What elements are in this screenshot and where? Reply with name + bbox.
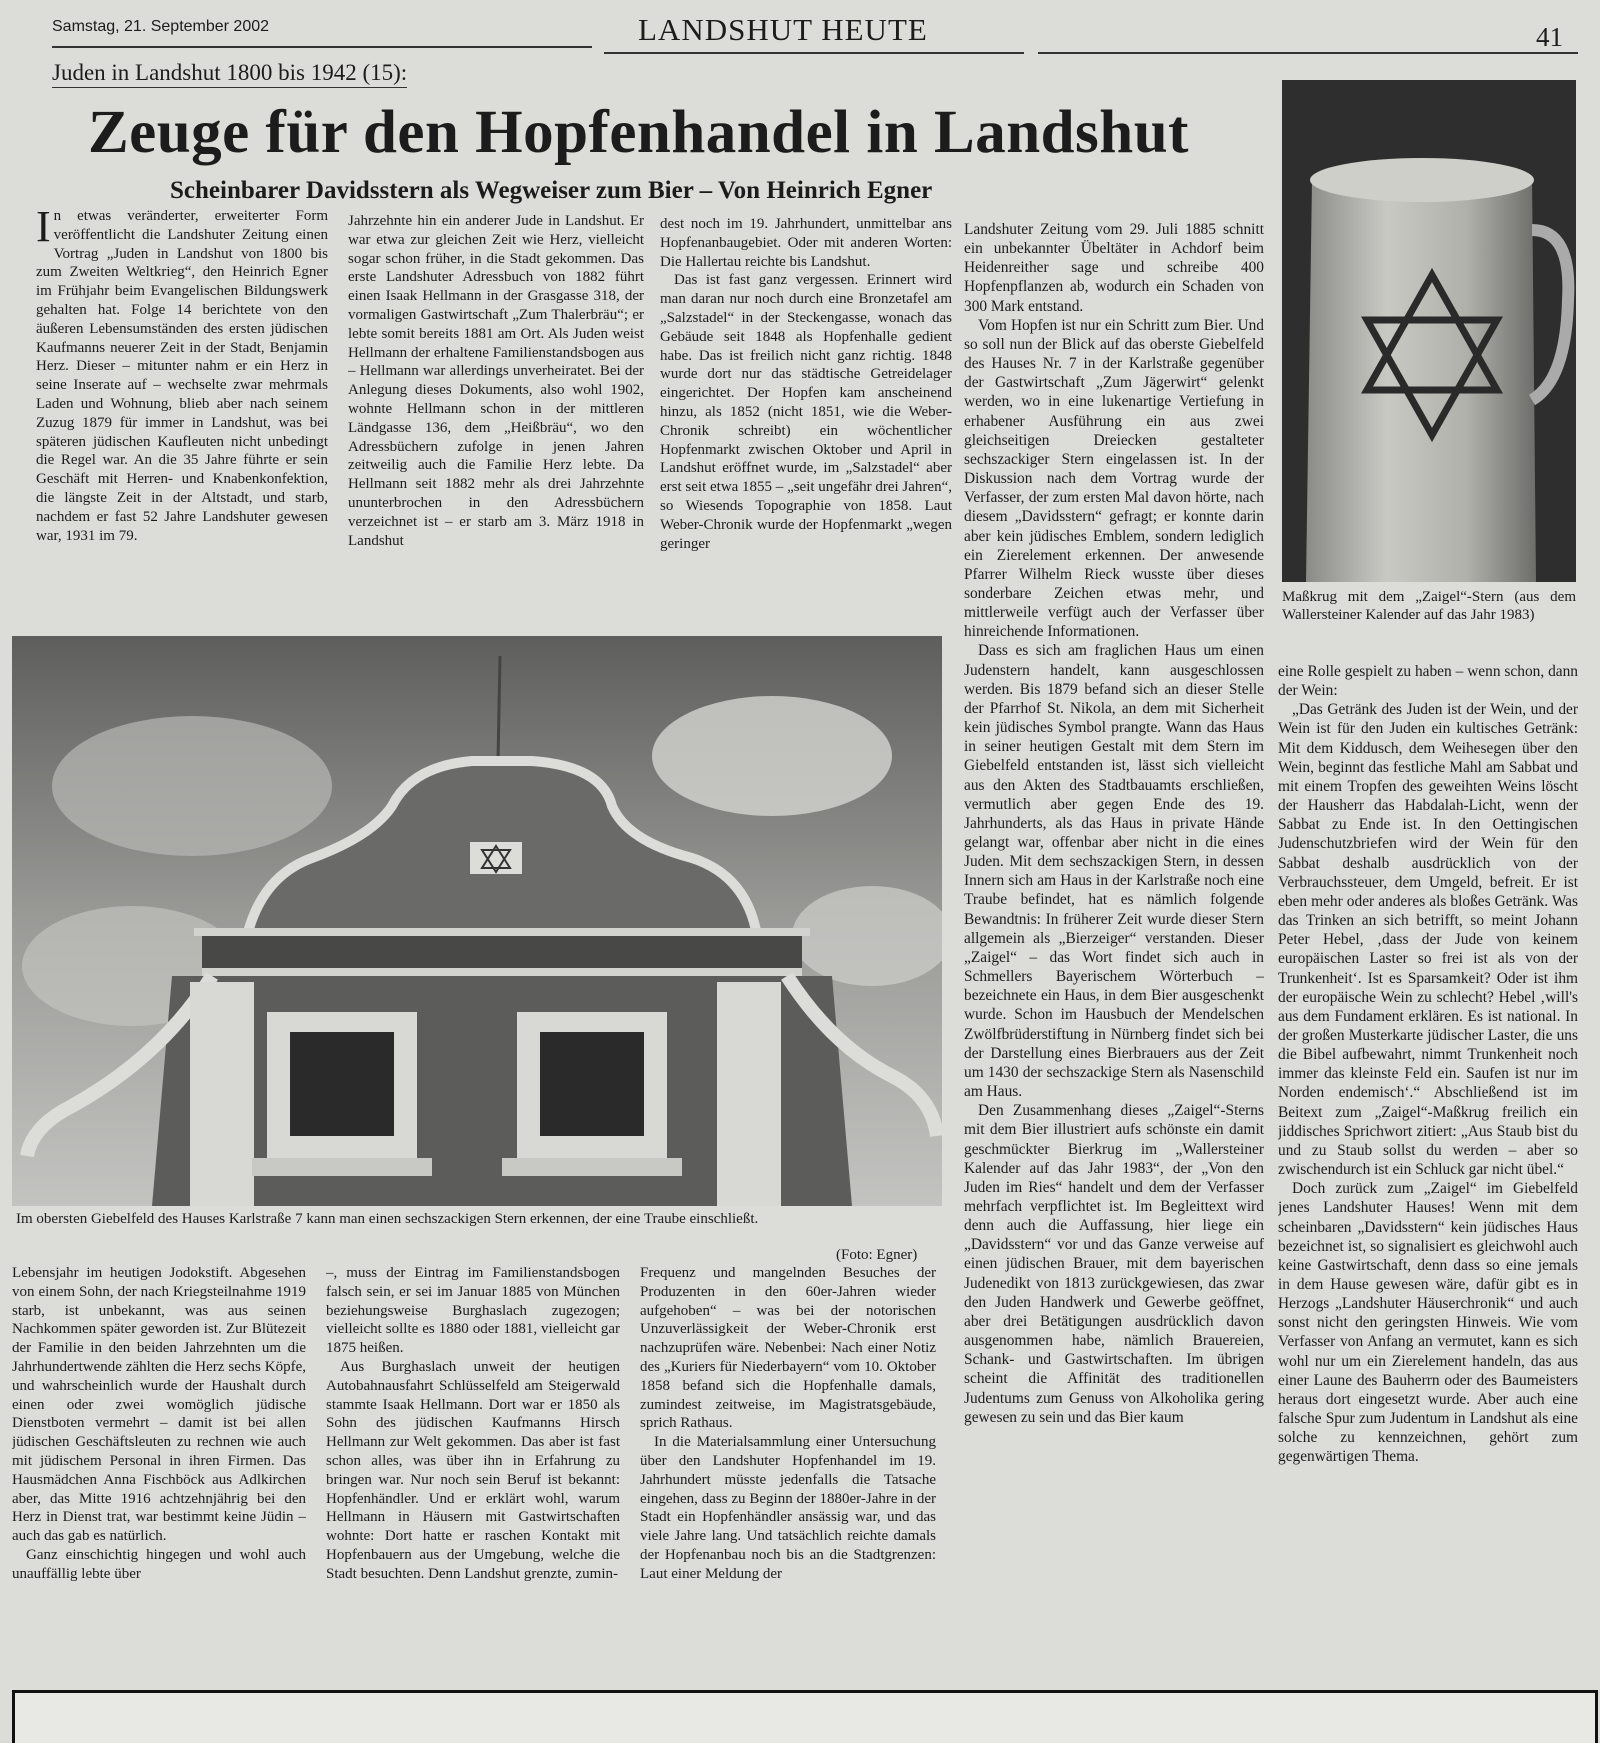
- paragraph: In die Materialsammlung einer Untersuchung über den Landshuter Hopfenhandel im 19. Jahrhundert müsste jedenfalls die Tatsache eingehen, dass zu Beginn der 1880er-Jahre in der Stadt ein Hopfenhändler ansässig war, und das viele Jahre lang. Und tatsächlich reichte damals der Hopfenanbau noch bis an die Stadtgrenzen: Laut einer Meldung der: [640, 1434, 936, 1582]
- text-column-2: [348, 212, 644, 624]
- paragraph: –, muss der Eintrag im Familienstandsbogen falsch sein, er sei im Januar 1885 von München beziehungsweise Burghaslach zugezogen; vielleicht sollte es 1880 oder 1881, vielleicht gar 1875 heißen.: [326, 1265, 620, 1357]
- beer-mug-illustration: [1282, 80, 1576, 582]
- paragraph: Landshuter Zeitung vom 29. Juli 1885 schnitt ein unbekannter Übeltäter in Achdorf beim Heidenreither sage und schreibe 400 Hopfenpflanzen ab, wodurch ein Schaden von 300 Mark entstand.: [964, 221, 1264, 315]
- beer-mug-photo: [1282, 80, 1576, 582]
- issue-date: Samstag, 21. September 2002: [52, 18, 270, 35]
- text-column-7: [326, 1264, 620, 1668]
- text-column-6: [12, 1264, 306, 1664]
- paragraph: Frequenz und mangelnden Besuches der Produzenten in den 60er-Jahren wieder aufgehoben“ – was bei der notorischen Unzuverlässigkeit der Weber-Chronik erst nachzuprüfen wäre. Nebenbei: Nach einer Notiz des „Kuriers für Niederbayern“ vom 10. Oktober 1858 befand sich die Hopfenhalle damals, zumindest zeitweise, im Magistratsgebäude, sprich Rathaus.: [640, 1265, 936, 1432]
- paragraph: Vom Hopfen ist nur ein Schritt zum Bier. Und so soll nun der Blick auf das oberste Giebelfeld des Hauses Nr. 7 in der Karlstraße gegenüber der Gastwirtschaft „Zum Jägerwirt“ gelenkt werden, wo in eine lukenartige Vertiefung in erhabener Ausführung ein aus zwei gleichseitigen Dreiecken gestalteter sechszackiger Stern eingelassen ist. In der Diskussion nach dem Vortrag wurde der Verfasser, der zum ersten Mal davon hörte, nach diesem „Davidsstern“ gefragt; er konnte darin aber kein jüdisches Emblem, sondern lediglich ein Zierelement erkennen. Der anwesende Pfarrer Wilhelm Rieck wusste über dieses sonderbare Zeichen etwas mehr, und mittlerweile verfügt auch der Verfasser über hinreichende Informationen.: [964, 316, 1264, 641]
- paragraph: Ganz einschichtig hingegen und wohl auch unauffällig lebte über: [12, 1546, 306, 1582]
- paragraph: n etwas veränderter, erweiterter Form veröffentlicht die Landshuter Zeitung einen Vortrag „Juden in Landshut von 1800 bis zum Zweiten Weltkrieg“, den Heinrich Egner im Frühjahr beim Evangelischen Bildungswerk gehalten hat. Folge 14 berichtete von den äußeren Lebensumständen des ersten jüdischen Kaufmanns neuerer Zeit in der Stadt, Benjamin Herz. Dieser – mitunter nahm er ein Herz in seine Inserate auf – wechselte zwar mehrmals Laden und Wohnung, blieb aber nach seinem Zuzug 1879 für immer in Landshut, was bei späteren jüdischen Kaufleuten nicht unbedingt die Regel war. An die 35 Jahre führte er sein Geschäft mit Herren- und Knabenkonfektion, die längste Zeit in der Altstadt, und starb, nachdem er fast 52 Jahre Landshuter gewesen war, 1931 im 79.: [36, 208, 328, 544]
- paragraph: Lebensjahr im heutigen Jodokstift. Abgesehen von einem Sohn, der nach Kriegsteilnahme 1919 starb, ist unbekannt, was aus seinen Nachkommen später geworden ist. Zur Blütezeit der Familie in den beiden Jahrzehnten um die Jahrhundertwende zählten die Herz sechs Köpfe, und wahrscheinlich wurde der Haushalt durch einen oder zwei womöglich jüdische Dienstboten vermehrt – damit ist bei allen jüdischen Geschäftsleuten zu rechnen wie auch mit jüdischem Personal in ihren Firmen. Das Hausmädchen Anna Fischböck aus Adlkirchen aber, das Mitte 1916 achtzehnjährig bei den Herz in Dienst trat, war bestimmt keine Jüdin – auch das gab es natürlich.: [12, 1265, 306, 1545]
- paragraph: Doch zurück zum „Zaigel“ im Giebelfeld jenes Landshuter Hauses! Wenn mit dem scheinbaren „Davidsstern“ kein jüdisches Haus bezeichnet ist, so signalisiert es gleichwohl auch keine Gastwirtschaft, denn dass so eine jemals in dem Hause gewesen wäre, dafür gibt es in Herzogs „Landshuter Häuserchronik“ und auch sonst nicht den geringsten Hinweis. Wie vom Verfasser von Anfang an vermutet, kann es sich wohl nur um ein Zierelement handeln, das aus einer Laune des Bauherrn oder des Baumeisters heraus dort eingesetzt wurde. Aber auch eine falsche Spur zum Judentum in Landshut als eine solche zu kennzeichnen, gehört zum gegenwärtigen Thema.: [1278, 1180, 1578, 1466]
- house-gable-photo: [12, 636, 942, 1206]
- gable-illustration: [12, 636, 942, 1206]
- text-column-1: [36, 207, 328, 617]
- series-label: Juden in Landshut 1800 bis 1942 (15):: [52, 60, 407, 88]
- text-column-3: [660, 215, 952, 625]
- paragraph: Den Zusammenhang dieses „Zaigel“-Sterns mit dem Bier illustriert aufs schönste ein damit geschmückter Bierkrug im „Wallersteiner Kalender auf das Jahr 1983“, der „Von den Juden im Ries“ handelt und dem der Verfasser mehrfach verpflichtet ist. Im Begleittext wird denn auch die Auffassung, hier liege ein „Davidsstern“ vor und das Ganze verweise auf einen jüdischen Brauer, mit dem bayerischen Judenedikt von 1813 zurückgewiesen, das zwar den Juden Handwerk und Gewerbe geöffnet, aber drei Betätigungen ausdrücklich davon ausgenommen habe, nämlich Brauereien, Schank- und Gastwirtschaften. Im übrigen scheint die Affinität des traditionellen Judentums zum Genuss von Alkoholika gering gewesen zu sein und das Bier kaum: [964, 1102, 1264, 1426]
- paragraph: Dass es sich am fraglichen Haus um einen Judenstern handelt, kann ausgeschlossen werden. Bis 1879 befand sich an dieser Stelle der Pfarrhof St. Nikola, an dem mit Sicherheit kein jüdisches Symbol prangte. Wann das Haus in seiner heutigen Gestalt mit dem Stern im Giebelfeld entstanden ist, lässt sich vielleicht aus den Akten des Stadtbauamts erschließen, vermutlich aber gegen Ende des 19. Jahrhunderts, als das Haus in private Hände gelangt war, offenbar aber nicht in die eines Juden. Mit dem sechszackigen Stern, in dessen Innern sich am Haus in der Karlstraße noch eine Traube befindet, hat es nämlich folgende Bewandtnis: In früherer Zeit wurde dieser Stern allgemein als „Bierzeiger“ verstanden. Dieser „Zaigel“ – das Wort findet sich auch in Schmellers Bayerischem Wörterbuch – bezeichnete ein Haus, in dem Bier ausgeschenkt wurde. Schon im Hausbuch der Mendelschen Zwölfbrüderstiftung in Nürnberg findet sich bei der Darstellung eines Bierbrauers aus der Zeit um 1430 der sechszackige Stern als Nasenschild am Haus.: [964, 642, 1264, 1101]
- text-column-5: [1278, 662, 1578, 1690]
- paragraph: Aus Burghaslach unweit der heutigen Autobahnausfahrt Schlüsselfeld am Steigerwald stammte Isaak Hellmann. Dort war er 1850 als Sohn des jüdischen Kaufmanns Hirsch Hellmann zur Welt gekommen. Das aber ist fast schon alles, was über ihn in Erfahrung zu bringen war. Nur noch sein Beruf ist bekannt: Hopfenhändler. Und er erklärt wohl, warum Hellmann in Häusern mit Gastwirtschaften wohnte: Dort hatte er raschen Kontakt mit Hopfenbauern aus der Umgebung, welche die Stadt besuchten. Denn Landshut grenzte, zumin-: [326, 1358, 620, 1582]
- text-column-4: [964, 220, 1264, 1688]
- page-number: 41: [1536, 22, 1563, 52]
- advertisement-strip: [12, 1690, 1598, 1743]
- paragraph: „Das Getränk des Juden ist der Wein, und der Wein ist für den Juden ein kultisches Getränk: Mit dem Kiddusch, dem Weihesegen über den Wein, beginnt das festliche Mahl am Sabbat und mit einem Tropfen des geweihten Weins löscht der Hausherr das Habdalah-Licht, wenn der Sabbat zu Ende ist. In den Oettingischen Judenschutzbriefen wird der Wein für den Sabbat deshalb ausdrücklich von der Verbrauchssteuer, dem Umgeld, befreit. Er ist eben mehr oder anderes als bloßes Getränk. Was das Trinken an sich betrifft, so meint Johann Peter Hebel, ‚dass der Jude von keinem europäischen Laster so frei ist als von der Trunkenheit‘. Ist es Sparsamkeit? Oder ist ihm der europäische Wein zu schlecht? Hebel ‚will's aus dem Fundament erklären. Es ist national. In der großen Musterkarte jüdischer Laster, die uns die Bibel aufbewahrt, nimmt Trunkenheit noch immer das kleinste Feld ein. Saufen ist nur im Norden endemisch‘.“ Abschließend ist im Beitext zum „Zaigel“-Maßkrug freilich ein jiddisches Sprichwort zitiert: „Aus Staub bist du und zu Staub sollst du werden – aber so zwischendurch ist ein Schluck gar nicht übel.“: [1278, 701, 1578, 1179]
- paragraph: dest noch im 19. Jahrhundert, unmittelbar ans Hopfenanbaugebiet. Oder mit anderen Worten: Die Hallertau reichte bis Landshut.: [660, 216, 952, 270]
- drop-cap: I: [36, 207, 51, 251]
- section-title: LANDSHUT HEUTE: [638, 12, 928, 47]
- header-rule-left: [52, 46, 592, 48]
- paragraph: eine Rolle gespielt zu haben – wenn schon, dann der Wein:: [1278, 663, 1578, 700]
- photo-credit: (Foto: Egner): [836, 1247, 918, 1263]
- paragraph: Jahrzehnte hin ein anderer Jude in Landshut. Er war etwa zur gleichen Zeit wie Herz, vielleicht sogar schon früher, in die Stadt gekommen. Das erste Landshuter Adressbuch von 1882 führt einen Isaak Hellmann in der Grasgasse 318, der vormaligen Gastwirtschaft „Zum Thalerbräu“; er lebte somit bereits 1881 am Ort. Als Juden weist Hellmann der erhaltene Familienstandsbogen aus – Hellmann war allerdings unverheiratet. Bei der Anlegung dieses Dokuments, also wohl 1902, wohnte Hellmann schon in der mittleren Ländgasse 136, dem „Heißbräu“, wo den Adressbüchern zufolge in jenen Jahren zeitweilig auch die Familie Herz lebte. Da Hellmann seit 1882 mehr als drei Jahrzehnte ununterbrochen in den Adressbüchern verzeichnet ist – er starb am 3. März 1918 in Landshut: [348, 213, 644, 549]
- text-column-8: [640, 1264, 936, 1674]
- header-rule-right: [1038, 52, 1578, 54]
- mug-photo-caption: Maßkrug mit dem „Zaigel“-Stern (aus dem Wallersteiner Kalender auf das Jahr 1983): [1282, 589, 1576, 623]
- paragraph: Das ist fast ganz vergessen. Erinnert wird man daran nur noch durch eine Bronzetafel am „Salzstadel“ in der Steckengasse, wonach das Gebäude seit 1848 als Hopfenhalle gedient habe. Das ist freilich nicht ganz richtig. 1848 wurde dort nur das städtische Getreidelager eingerichtet. Der Hopfen kam anscheinend hinzu, als 1852 (nicht 1851, wie die Weber-Chronik schreibt) ein wöchentlicher Hopfenmarkt zwischen Oktober und April in Landshut eröffnet wurde, im „Salzstadel“ aber erst seit etwa 1855 – „seit ungefähr drei Jahren“, so Wiesends Topographie von 1858. Laut Weber-Chronik wurde der Hopfenmarkt „wegen geringer: [660, 272, 952, 552]
- article-subheadline: Scheinbarer Davidsstern als Wegweiser zum Bier – Von Heinrich Egner: [170, 177, 933, 204]
- article-headline: Zeuge für den Hopfenhandel in Landshut: [88, 99, 1189, 166]
- house-photo-caption: Im obersten Giebelfeld des Hauses Karlstraße 7 kann man einen sechszackigen Stern erkennen, der eine Traube einschließt.: [16, 1211, 759, 1227]
- header-rule-center: [604, 52, 1024, 54]
